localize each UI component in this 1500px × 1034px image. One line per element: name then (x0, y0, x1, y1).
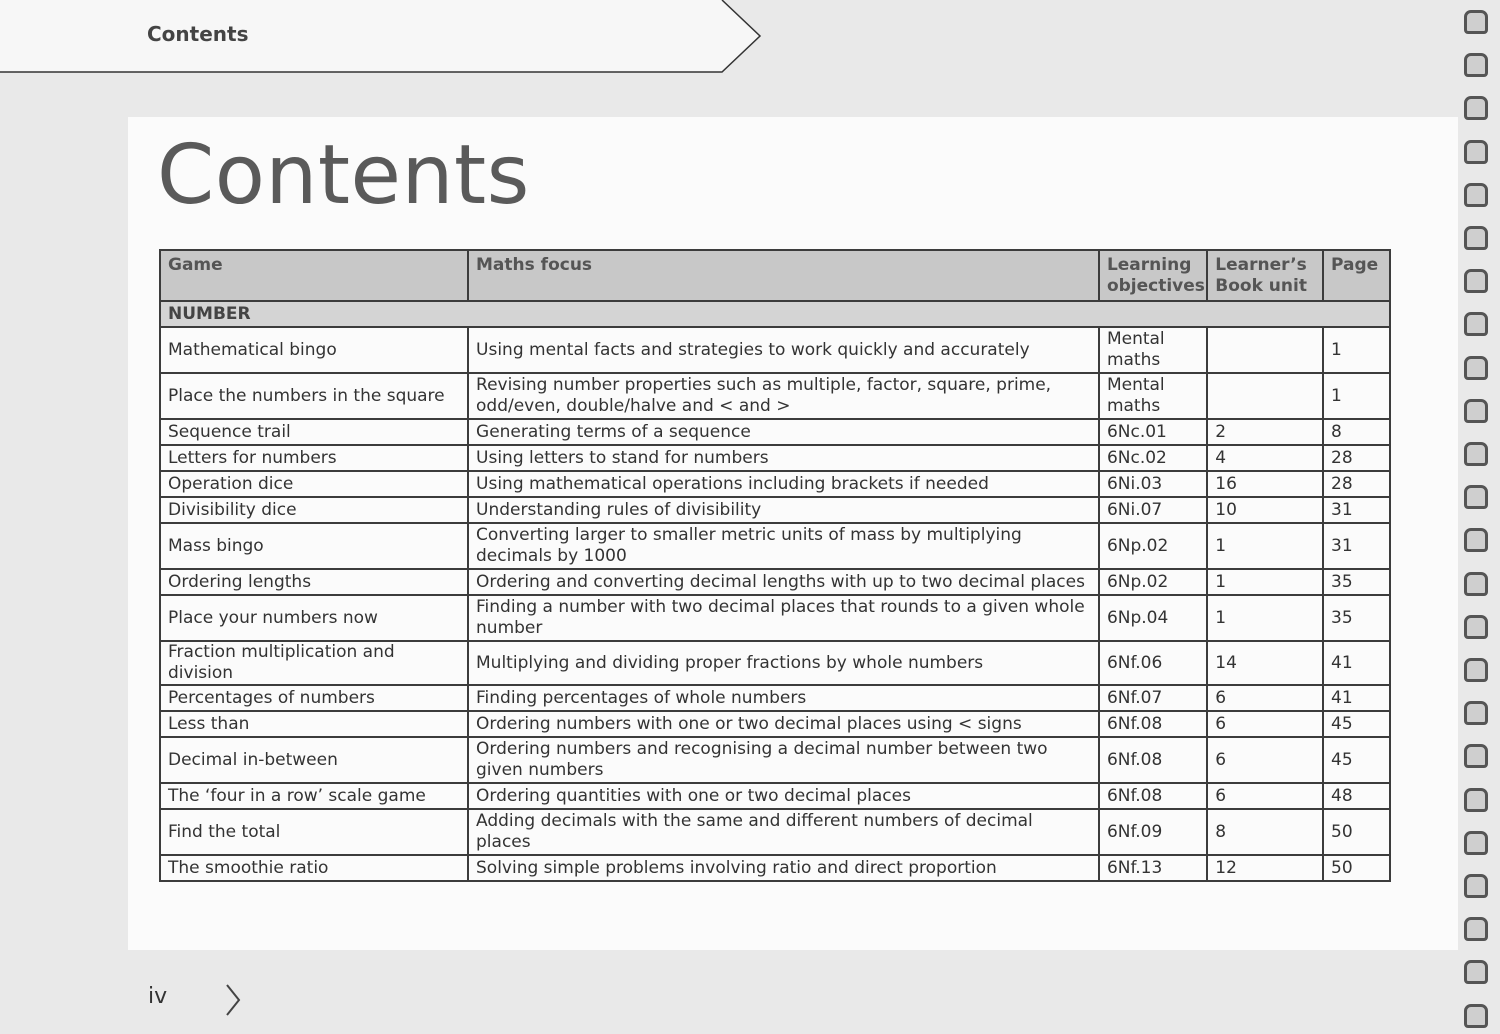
table-row (160, 711, 1390, 737)
cell-learners-book-unit: 14 (1207, 641, 1323, 685)
cell-learners-book-unit: 8 (1207, 809, 1323, 855)
cell-maths-focus: Ordering quantities with one or two decimal places (468, 783, 1099, 809)
section-label: NUMBER (160, 301, 1390, 327)
cell-game: Letters for numbers (160, 445, 468, 471)
cell-maths-focus: Ordering numbers and recognising a decimal number between two given numbers (468, 737, 1099, 783)
cell-page: 50 (1323, 809, 1390, 855)
spiral-ring-icon (1464, 356, 1488, 380)
cell-page: 35 (1323, 595, 1390, 641)
cell-maths-focus: Solving simple problems involving ratio and direct proportion (468, 855, 1099, 881)
cell-page: 45 (1323, 711, 1390, 737)
cell-maths-focus: Understanding rules of divisibility (468, 497, 1099, 523)
column-header-learners-book-unit: Learner’s Book unit (1207, 250, 1323, 301)
cell-learners-book-unit: 12 (1207, 855, 1323, 881)
cell-page: 8 (1323, 419, 1390, 445)
table-header-row (160, 250, 1390, 301)
cell-game: Place the numbers in the square (160, 373, 468, 419)
spiral-ring-icon (1464, 874, 1488, 898)
table-row (160, 373, 1390, 419)
cell-game: Decimal in-between (160, 737, 468, 783)
table-row (160, 783, 1390, 809)
header-tab-outline (0, 0, 762, 76)
column-header-page: Page (1323, 250, 1390, 301)
cell-maths-focus: Ordering and converting decimal lengths with up to two decimal places (468, 569, 1099, 595)
table-row (160, 569, 1390, 595)
cell-maths-focus: Finding percentages of whole numbers (468, 685, 1099, 711)
cell-learning-objective: 6Nf.13 (1099, 855, 1207, 881)
spiral-ring-icon (1464, 96, 1488, 120)
cell-learners-book-unit: 6 (1207, 737, 1323, 783)
cell-maths-focus: Generating terms of a sequence (468, 419, 1099, 445)
spiral-ring-icon (1464, 10, 1488, 34)
spiral-ring-icon (1464, 399, 1488, 423)
cell-game: Divisibility dice (160, 497, 468, 523)
cell-learners-book-unit (1207, 373, 1323, 419)
cell-page: 1 (1323, 373, 1390, 419)
table-row (160, 327, 1390, 373)
cell-page: 50 (1323, 855, 1390, 881)
cell-game: Percentages of numbers (160, 685, 468, 711)
cell-learning-objective: 6Ni.07 (1099, 497, 1207, 523)
table-row (160, 445, 1390, 471)
cell-learning-objective: 6Nf.07 (1099, 685, 1207, 711)
spiral-ring-icon (1464, 442, 1488, 466)
cell-game: Find the total (160, 809, 468, 855)
spiral-ring-icon (1464, 485, 1488, 509)
cell-learners-book-unit: 10 (1207, 497, 1323, 523)
table-row (160, 497, 1390, 523)
page-number: iv (148, 984, 168, 1009)
section-row (160, 301, 1390, 327)
table-row (160, 737, 1390, 783)
cell-learning-objective: Mental maths (1099, 327, 1207, 373)
spiral-ring-icon (1464, 269, 1488, 293)
column-header-learning-objectives: Learning objectives (1099, 250, 1207, 301)
cell-learners-book-unit: 16 (1207, 471, 1323, 497)
cell-page: 28 (1323, 445, 1390, 471)
cell-page: 41 (1323, 641, 1390, 685)
cell-learning-objective: 6Nf.08 (1099, 783, 1207, 809)
cell-maths-focus: Using mental facts and strategies to work quickly and accurately (468, 327, 1099, 373)
column-header-game: Game (160, 250, 468, 301)
spiral-ring-icon (1464, 572, 1488, 596)
cell-maths-focus: Ordering numbers with one or two decimal places using < signs (468, 711, 1099, 737)
cell-learning-objective: 6Nc.02 (1099, 445, 1207, 471)
cell-learners-book-unit: 1 (1207, 595, 1323, 641)
spiral-ring-icon (1464, 615, 1488, 639)
cell-game: Sequence trail (160, 419, 468, 445)
cell-learners-book-unit: 1 (1207, 523, 1323, 569)
cell-learners-book-unit (1207, 327, 1323, 373)
cell-maths-focus: Finding a number with two decimal places that rounds to a given whole number (468, 595, 1099, 641)
spiral-ring-icon (1464, 960, 1488, 984)
cell-game: Operation dice (160, 471, 468, 497)
cell-learners-book-unit: 6 (1207, 711, 1323, 737)
cell-learning-objective: 6Np.04 (1099, 595, 1207, 641)
spiral-ring-icon (1464, 226, 1488, 250)
table-row (160, 595, 1390, 641)
table-row (160, 809, 1390, 855)
column-header-maths-focus: Maths focus (468, 250, 1099, 301)
spiral-ring-icon (1464, 183, 1488, 207)
cell-maths-focus: Revising number properties such as multiple, factor, square, prime, odd/even, double/halve and < and > (468, 373, 1099, 419)
cell-game: The ‘four in a row’ scale game (160, 783, 468, 809)
cell-page: 31 (1323, 523, 1390, 569)
table-row (160, 523, 1390, 569)
table-row (160, 641, 1390, 685)
spiral-binding (1462, 0, 1500, 1034)
chevron-right-icon (222, 982, 244, 1018)
cell-learning-objective: 6Nf.06 (1099, 641, 1207, 685)
table-row (160, 471, 1390, 497)
cell-learning-objective: Mental maths (1099, 373, 1207, 419)
cell-game: Ordering lengths (160, 569, 468, 595)
cell-page: 35 (1323, 569, 1390, 595)
cell-page: 45 (1323, 737, 1390, 783)
cell-learning-objective: 6Nf.08 (1099, 711, 1207, 737)
cell-learning-objective: 6Nf.09 (1099, 809, 1207, 855)
cell-learning-objective: 6Np.02 (1099, 523, 1207, 569)
cell-maths-focus: Using letters to stand for numbers (468, 445, 1099, 471)
cell-game: Less than (160, 711, 468, 737)
cell-learners-book-unit: 6 (1207, 783, 1323, 809)
spiral-ring-icon (1464, 788, 1488, 812)
cell-learning-objective: 6Ni.03 (1099, 471, 1207, 497)
cell-page: 48 (1323, 783, 1390, 809)
cell-learning-objective: 6Np.02 (1099, 569, 1207, 595)
cell-game: Place your numbers now (160, 595, 468, 641)
spiral-ring-icon (1464, 917, 1488, 941)
cell-page: 28 (1323, 471, 1390, 497)
table-row (160, 419, 1390, 445)
spiral-ring-icon (1464, 701, 1488, 725)
header-label: Contents (147, 22, 249, 46)
spiral-ring-icon (1464, 528, 1488, 552)
cell-maths-focus: Adding decimals with the same and different numbers of decimal places (468, 809, 1099, 855)
cell-game: Mathematical bingo (160, 327, 468, 373)
cell-learning-objective: 6Nc.01 (1099, 419, 1207, 445)
cell-learners-book-unit: 1 (1207, 569, 1323, 595)
cell-page: 31 (1323, 497, 1390, 523)
cell-game: Fraction multiplication and division (160, 641, 468, 685)
cell-game: The smoothie ratio (160, 855, 468, 881)
spiral-ring-icon (1464, 312, 1488, 336)
cell-learners-book-unit: 6 (1207, 685, 1323, 711)
header-tab (0, 0, 760, 74)
table-row (160, 855, 1390, 881)
cell-page: 41 (1323, 685, 1390, 711)
cell-maths-focus: Using mathematical operations including brackets if needed (468, 471, 1099, 497)
cell-page: 1 (1323, 327, 1390, 373)
spiral-ring-icon (1464, 53, 1488, 77)
cell-learning-objective: 6Nf.08 (1099, 737, 1207, 783)
page-title: Contents (157, 128, 530, 223)
cell-learners-book-unit: 4 (1207, 445, 1323, 471)
cell-game: Mass bingo (160, 523, 468, 569)
cell-maths-focus: Converting larger to smaller metric units of mass by multiplying decimals by 1000 (468, 523, 1099, 569)
table-row (160, 685, 1390, 711)
spiral-ring-icon (1464, 1004, 1488, 1028)
spiral-ring-icon (1464, 658, 1488, 682)
spiral-ring-icon (1464, 831, 1488, 855)
cell-maths-focus: Multiplying and dividing proper fractions by whole numbers (468, 641, 1099, 685)
spiral-ring-icon (1464, 744, 1488, 768)
spiral-ring-icon (1464, 140, 1488, 164)
contents-table (159, 249, 1391, 882)
cell-learners-book-unit: 2 (1207, 419, 1323, 445)
